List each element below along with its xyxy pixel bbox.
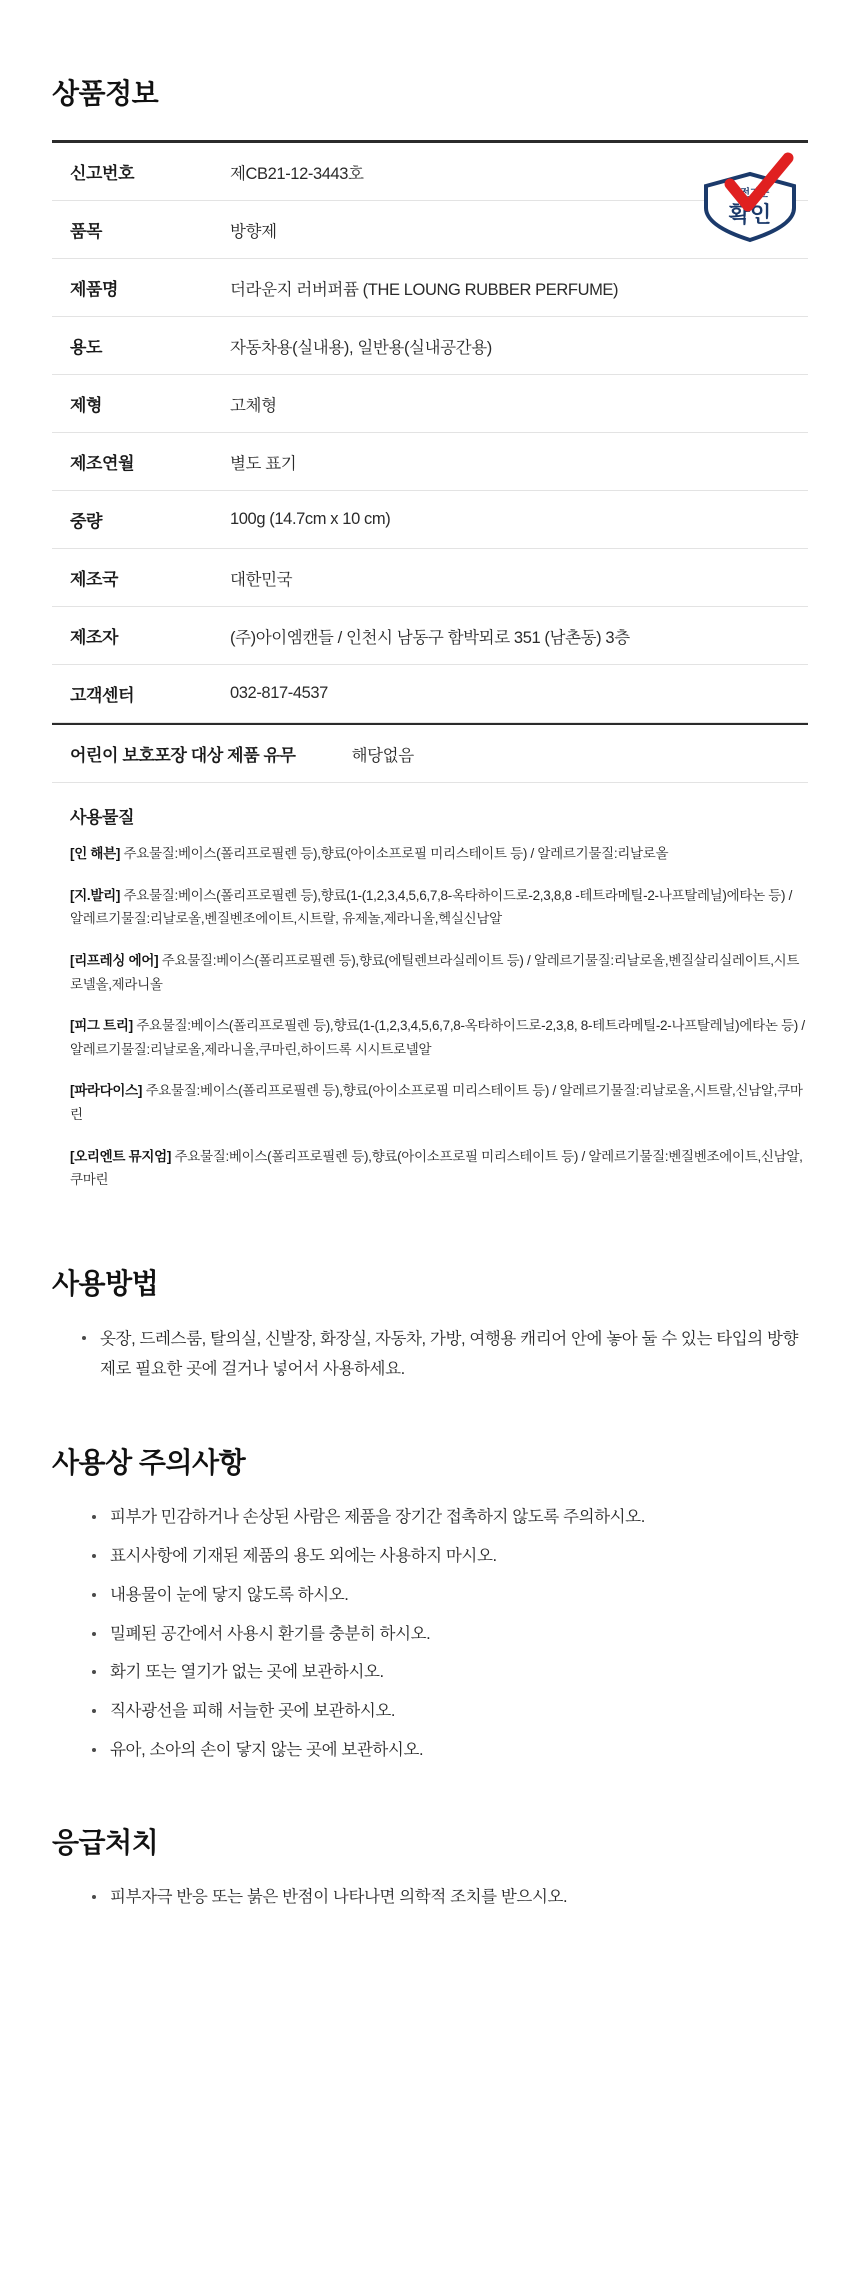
- svg-text:안전기준: 안전기준: [730, 188, 770, 199]
- ingredient-text: 주요물질:베이스(폴리프로필렌 등),향료(아이소프로필 미리스테이트 등) / 알레르기물질:벤질벤조에이트,신남알,쿠마린: [70, 1148, 803, 1188]
- ingredients-block: [52, 783, 808, 1192]
- spec-label: 제조자: [70, 628, 119, 647]
- table-row: [52, 549, 808, 607]
- ingredient-text: 주요물질:베이스(폴리프로필렌 등),향료(1-(1,2,3,4,5,6,7,8-옥타하이드로-2,3,8, 8-테트라메틸-2-나프탈레닐)에타논 등) / 알레르기물질:리날로올,제라니올,쿠마린,하이드록 시시트로넬알: [70, 1018, 805, 1057]
- spec-label: 제조국: [70, 570, 119, 589]
- table-row: [52, 259, 808, 317]
- ingredient-text: 주요물질:베이스(폴리프로필렌 등),향료(에틸렌브라실레이트 등) / 알레르기물질:리날로올,벤질살리실레이트,시트로넬올,제라니올: [70, 952, 800, 992]
- list-item: [52, 1079, 808, 1126]
- ingredients-title: 사용물질: [70, 808, 135, 827]
- usage-title: 사용방법: [52, 1267, 159, 1299]
- list-item: 화기 또는 열기가 없는 곳에 보관하시오.: [92, 1658, 808, 1687]
- list-item: 유아, 소아의 손이 닿지 않는 곳에 보관하시오.: [92, 1736, 808, 1765]
- spec-value: 더라운지 러버퍼퓸 (THE LOUNG RUBBER PERFUME): [230, 280, 619, 299]
- ingredient-name: [피그 트리]: [70, 1018, 133, 1034]
- spec-label: 품목: [70, 222, 103, 241]
- spec-value: (주)아이엠캔들 / 인천시 남동구 함박뫼로 351 (남촌동) 3층: [230, 628, 630, 647]
- product-spec-table: [52, 140, 808, 723]
- svg-text:확인: 확인: [728, 202, 772, 227]
- list-item: [52, 1145, 808, 1192]
- spec-table-wrapper: [52, 140, 808, 783]
- caution-section: [0, 1441, 860, 1765]
- first-aid-title: 응급처치: [52, 1827, 159, 1859]
- caution-title: 사용상 주의사항: [52, 1446, 246, 1478]
- ingredient-name: [지.발리]: [70, 887, 121, 903]
- spec-label: 중량: [70, 512, 103, 531]
- spec-value: 방향제: [230, 222, 277, 241]
- spec-label: 제품명: [70, 280, 119, 299]
- spec-label: 고객센터: [70, 686, 135, 705]
- spec-value: 자동차용(실내용), 일반용(실내공간용): [230, 338, 492, 357]
- list-item: 내용물이 눈에 닿지 않도록 하시오.: [92, 1581, 808, 1610]
- list-item: [52, 884, 808, 931]
- list-item: 피부자극 반응 또는 붉은 반점이 나타나면 의학적 조치를 받으시오.: [92, 1883, 808, 1912]
- list-item: 피부가 민감하거나 손상된 사람은 제품을 장기간 접촉하지 않도록 주의하시오.: [92, 1503, 808, 1532]
- spec-value: 100g (14.7cm x 10 cm): [230, 510, 391, 528]
- list-item: [52, 949, 808, 996]
- page-title: 상품정보: [52, 78, 159, 109]
- spec-label: 제형: [70, 396, 103, 415]
- ingredient-name: [리프레싱 에어]: [70, 952, 159, 968]
- child-safety-value: 해당없음: [351, 746, 414, 765]
- child-safety-packaging-row: [52, 723, 808, 783]
- ingredient-name: [인 해븐]: [70, 846, 121, 861]
- spec-label: 용도: [70, 338, 103, 357]
- first-aid-section: [0, 1821, 860, 1912]
- usage-section: [0, 1262, 860, 1385]
- table-row: [52, 375, 808, 433]
- usage-list: [0, 1324, 860, 1385]
- list-item: 옷장, 드레스룸, 탈의실, 신발장, 화장실, 자동차, 가방, 여행용 캐리어 안에 놓아 둘 수 있는 타입의 방향제로 필요한 곳에 걸거나 넣어서 사용하세요.: [82, 1324, 808, 1385]
- table-row: [52, 491, 808, 549]
- list-item: 밀폐된 공간에서 사용시 환기를 충분히 하시오.: [92, 1620, 808, 1649]
- spec-label: 신고번호: [70, 164, 135, 183]
- table-row: [52, 317, 808, 375]
- spec-value: 고체형: [230, 396, 277, 415]
- spec-value: 별도 표기: [230, 454, 297, 473]
- ingredient-text: 주요물질:베이스(폴리프로필렌 등),향료(아이소프로필 미리스테이트 등) / 알레르기물질:리날로올,시트랄,신남알,쿠마린: [70, 1083, 803, 1122]
- table-row: [52, 433, 808, 491]
- spec-value: 제CB21-12-3443호: [230, 164, 364, 183]
- list-item: [52, 842, 808, 866]
- caution-list: [0, 1503, 860, 1765]
- ingredient-name: [파라다이스]: [70, 1083, 143, 1099]
- safety-certification-badge-icon: [696, 152, 804, 244]
- table-row: [52, 142, 808, 201]
- list-item: 표시사항에 기재된 제품의 용도 외에는 사용하지 마시오.: [92, 1542, 808, 1571]
- list-item: 직사광선을 피해 서늘한 곳에 보관하시오.: [92, 1697, 808, 1726]
- spec-value: 032-817-4537: [230, 684, 328, 702]
- ingredient-text: 주요물질:베이스(폴리프로필렌 등),향료(1-(1,2,3,4,5,6,7,8-옥타하이드로-2,3,8,8 -테트라메틸-2-나프탈레닐)에타논 등) / 알레르기물질:리날로올,벤질벤조에이트,시트랄, 유제놀,제라니올,헥실신남알: [70, 887, 793, 927]
- spec-label: 제조연월: [70, 454, 135, 473]
- table-row: [52, 201, 808, 259]
- child-safety-label: 어린이 보호포장 대상 제품 유무: [70, 746, 296, 765]
- spec-value: 대한민국: [230, 570, 293, 589]
- ingredient-name: [오리엔트 뮤지엄]: [70, 1148, 172, 1164]
- list-item: [52, 1014, 808, 1061]
- first-aid-list: [0, 1883, 860, 1912]
- table-row: [52, 607, 808, 665]
- table-row: [52, 665, 808, 723]
- ingredient-text: 주요물질:베이스(폴리프로필렌 등),향료(아이소프로필 미리스테이트 등) / 알레르기물질:리날로올: [123, 846, 669, 861]
